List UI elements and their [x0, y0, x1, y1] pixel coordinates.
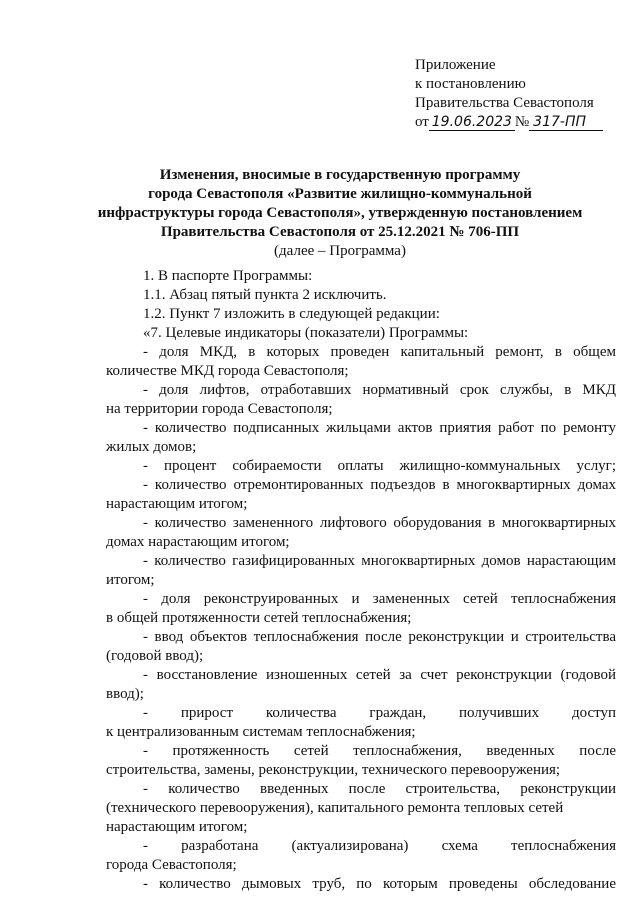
- indicator-line: - количество отремонтированных подъездов в многоквартирных домах: [143, 477, 616, 493]
- indicator-line: - процент собираемости оплаты жилищно-коммунальных услуг;: [143, 458, 616, 474]
- indicator-line: количестве МКД города Севастополя;: [106, 363, 349, 379]
- indicator-line: - ввод объектов теплоснабжения после реконструкции и строительства: [143, 629, 616, 645]
- paragraph-2: 1.1. Абзац пятый пункта 2 исключить.: [143, 287, 387, 303]
- indicator-list-item: [106, 780, 616, 837]
- appendix-line-2: к постановлению: [415, 76, 526, 92]
- indicator-line: строительства, замены, реконструкции, технического перевооружения;: [106, 762, 561, 778]
- indicator-line: - доля лифтов, отработавших нормативный срок службы, в МКД: [143, 382, 616, 398]
- indicator-line: нарастающим итогом;: [106, 819, 248, 835]
- title-line-3: инфраструктуры города Севастополя», утвержденную постановлением: [97, 205, 583, 221]
- from-prefix: от: [415, 114, 429, 130]
- indicator-list-item: [106, 457, 616, 476]
- handwritten-date: 19.06.2023: [429, 115, 515, 131]
- indicator-line: итогом;: [106, 572, 155, 588]
- appendix-header: [415, 56, 603, 132]
- indicator-list: [106, 343, 616, 894]
- indicator-line: нарастающим итогом;: [106, 496, 248, 512]
- indicator-line: - количество подписанных жильцами актов приятия работ по ремонту: [143, 420, 616, 436]
- paragraph-3: 1.2. Пункт 7 изложить в следующей редакции:: [143, 306, 440, 322]
- indicator-line: - протяженность сетей теплоснабжения, введенных после: [143, 743, 616, 759]
- title-line-4: Правительства Севастополя от 25.12.2021 № 706-ПП: [160, 224, 520, 240]
- indicator-line: на территории города Севастополя;: [106, 401, 333, 417]
- indicator-list-item: [106, 704, 616, 742]
- indicator-line: (технического перевооружения), капитального ремонта тепловых сетей: [106, 800, 564, 816]
- handwritten-number: 317-ПП: [529, 115, 603, 131]
- indicator-list-item: [106, 552, 616, 590]
- paragraph-1: 1. В паспорте Программы:: [143, 268, 313, 284]
- indicator-line: - количество газифицированных многоквартирных домов нарастающим: [143, 553, 616, 569]
- indicator-line: к централизованным системам теплоснабжения;: [106, 724, 416, 740]
- document-title: [70, 166, 610, 242]
- appendix-line-1: Приложение: [415, 57, 496, 73]
- indicator-list-item: [106, 590, 616, 628]
- indicator-list-item: [106, 837, 616, 875]
- indicator-line: - количество введенных после строительства, реконструкции: [143, 781, 616, 797]
- indicator-list-item: [106, 875, 616, 894]
- indicator-line: в общей протяженности сетей теплоснабжения;: [106, 610, 412, 626]
- indicator-line: (годовой ввод);: [106, 648, 204, 664]
- indicator-line: ввод);: [106, 686, 144, 702]
- appendix-date-line: [415, 113, 603, 132]
- appendix-line-3: Правительства Севастополя: [415, 95, 594, 111]
- indicator-list-item: [106, 343, 616, 381]
- document-body: [106, 267, 616, 894]
- indicator-list-item: [106, 381, 616, 419]
- title-line-1: Изменения, вносимые в государственную программу: [159, 167, 521, 183]
- indicator-line: - прирост количества граждан, получивших доступ: [143, 705, 616, 721]
- indicator-line: жилых домов;: [106, 439, 197, 455]
- title-line-2: города Севастополя «Развитие жилищно-коммунальной: [148, 186, 532, 202]
- indicator-list-item: [106, 476, 616, 514]
- indicator-list-item: [106, 628, 616, 666]
- indicator-list-item: [106, 514, 616, 552]
- indicator-line: - доля МКД, в которых проведен капитальный ремонт, в общем: [143, 344, 616, 360]
- indicator-line: города Севастополя;: [106, 857, 237, 873]
- indicator-line: - доля реконструированных и замененных сетей теплоснабжения: [143, 591, 616, 607]
- indicator-list-item: [106, 742, 616, 780]
- number-sign: №: [514, 114, 530, 130]
- paragraph-4: «7. Целевые индикаторы (показатели) Программы:: [143, 325, 469, 341]
- indicator-line: - количество дымовых труб, по которым проведены обследование: [143, 876, 616, 892]
- document-subtitle: (далее – Программа): [274, 243, 406, 259]
- indicator-list-item: [106, 666, 616, 704]
- indicator-line: домах нарастающим итогом;: [106, 534, 290, 550]
- indicator-line: - разработана (актуализирована) схема теплоснабжения: [143, 838, 616, 854]
- indicator-list-item: [106, 419, 616, 457]
- indicator-line: - восстановление изношенных сетей за счет реконструкции (годовой: [143, 667, 616, 683]
- indicator-line: - количество замененного лифтового оборудования в многоквартирных: [143, 515, 616, 531]
